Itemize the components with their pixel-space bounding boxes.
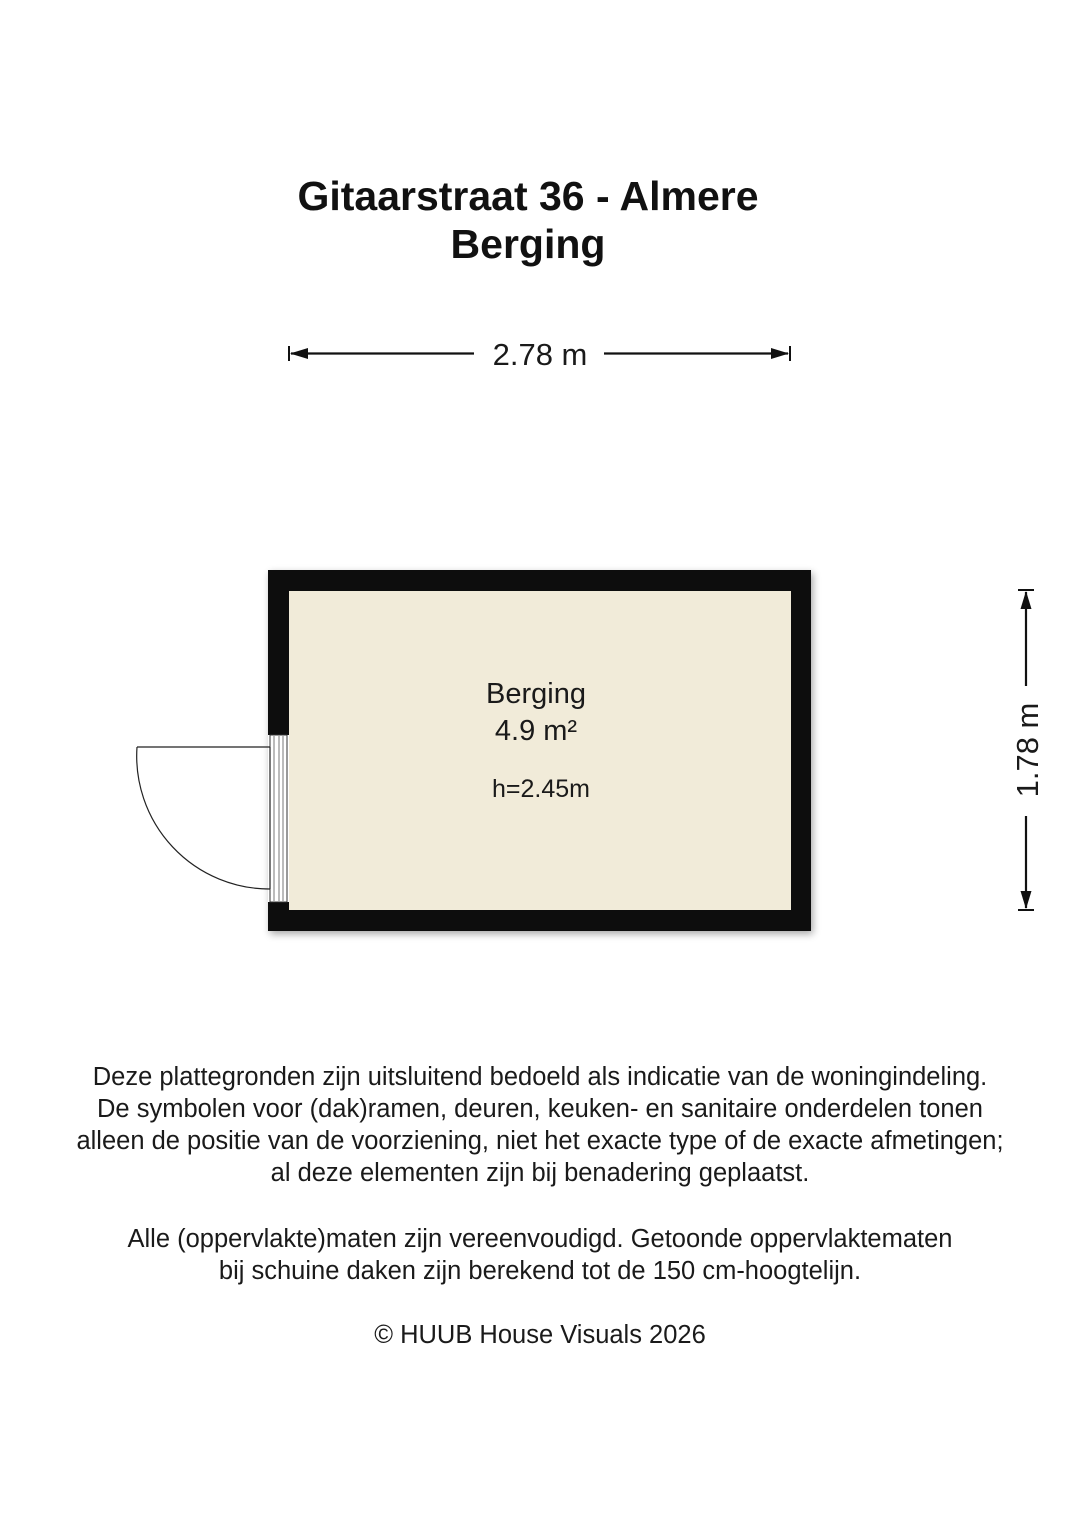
arrow-down-icon <box>1021 891 1032 909</box>
width-label: 2.78 m <box>492 337 588 372</box>
disclaimer-line: Deze plattegronden zijn uitsluitend bedoeld als indicatie van de woningindeling. <box>92 1063 988 1091</box>
disclaimer-line: alleen de positie van de voorziening, niet het exacte type of de exacte afmetingen; <box>76 1127 1004 1155</box>
height-dimension <box>1010 590 1045 910</box>
arrow-up-icon <box>1021 591 1032 609</box>
title-address: Gitaarstraat 36 - Almere <box>297 173 759 219</box>
room-floor <box>289 591 791 910</box>
ceiling-height-label: h=2.45m <box>492 775 590 803</box>
copyright-notice: © HUUB House Visuals 2026 <box>374 1321 706 1349</box>
width-dimension <box>289 337 790 372</box>
disclaimer-paragraph-2 <box>0 1223 1080 1287</box>
title-floor-name: Berging <box>450 221 606 267</box>
arrow-right-icon <box>771 348 789 359</box>
arrow-left-icon <box>290 348 308 359</box>
disclaimer-paragraph-1 <box>0 1061 1080 1189</box>
room-name-label: Berging <box>486 678 586 710</box>
disclaimer-line: bij schuine daken zijn berekend tot de 150 cm-hoogtelijn. <box>218 1257 862 1285</box>
height-label: 1.78 m <box>1010 702 1045 798</box>
door-swing-arc <box>137 747 270 889</box>
disclaimer-line: De symbolen voor (dak)ramen, deuren, keuken- en sanitaire onderdelen tonen <box>97 1095 983 1123</box>
room-area-label: 4.9 m² <box>494 715 578 747</box>
disclaimer-line: al deze elementen zijn bij benadering geplaatst. <box>270 1159 810 1187</box>
disclaimer-line: Alle (oppervlakte)maten zijn vereenvoudigd. Getoonde oppervlaktematen <box>127 1225 953 1253</box>
room-berging <box>137 570 811 931</box>
